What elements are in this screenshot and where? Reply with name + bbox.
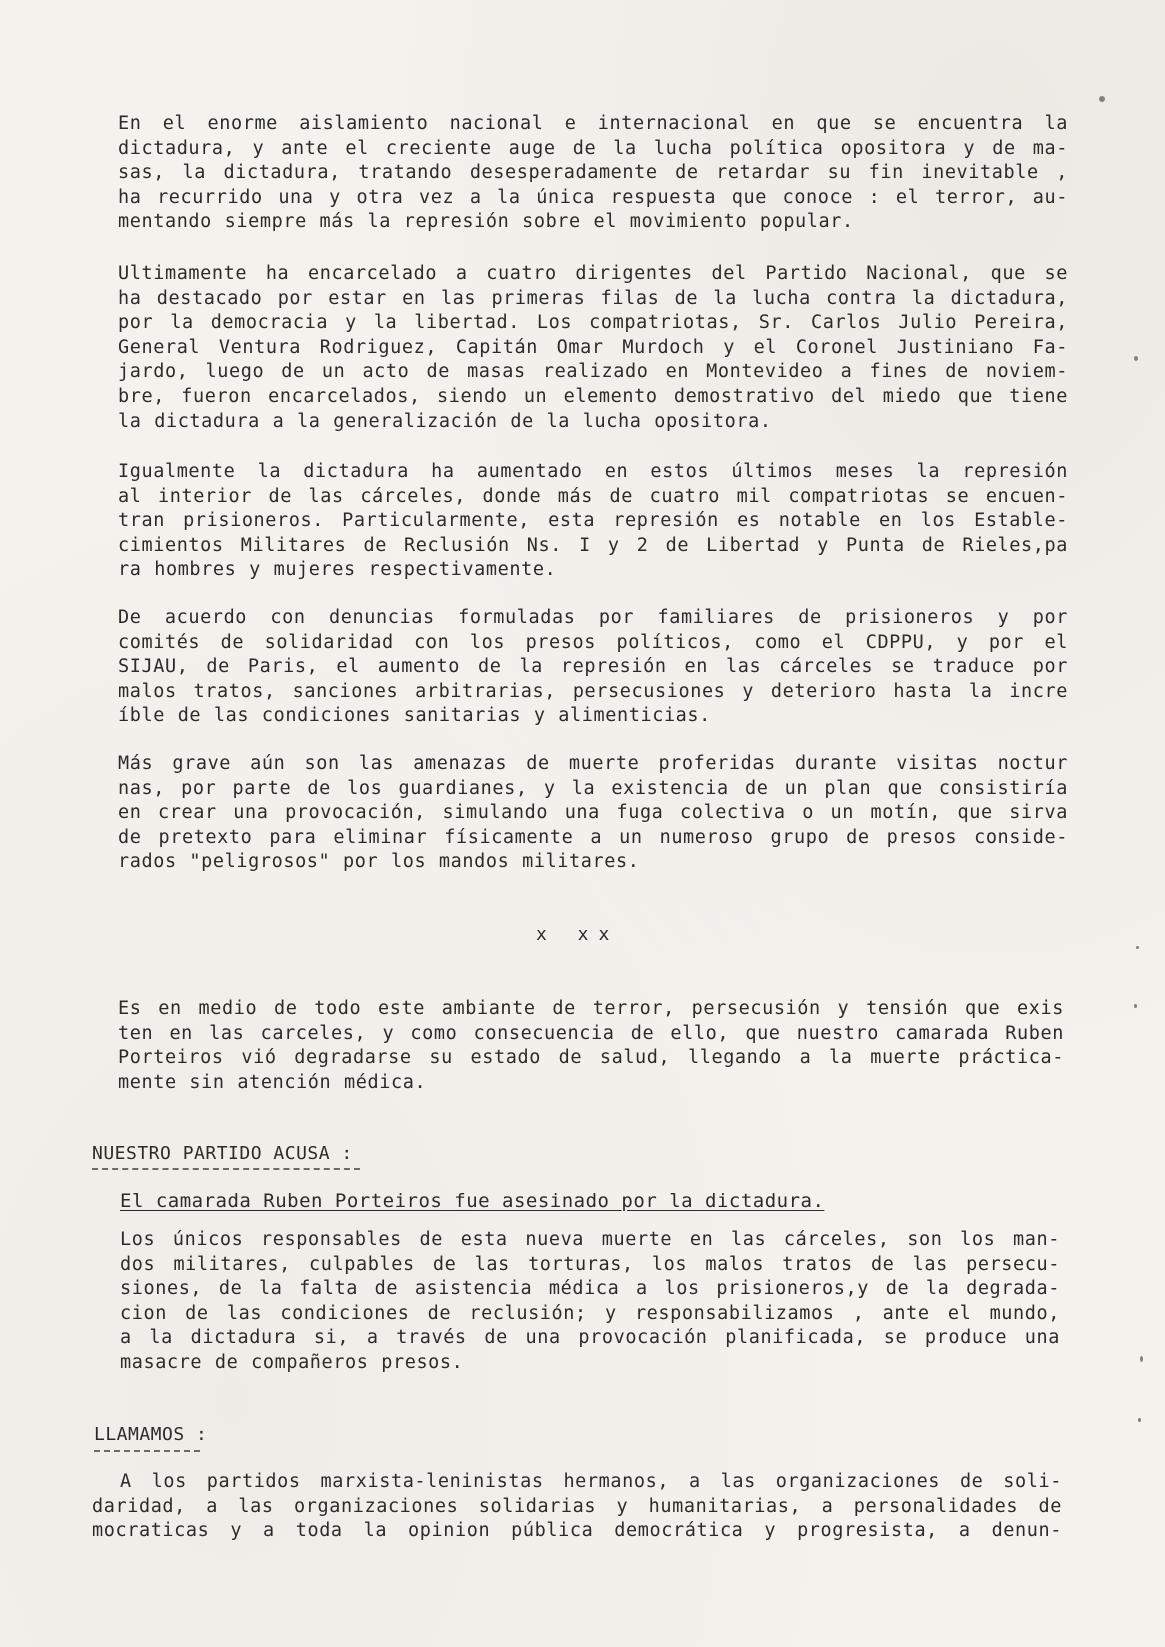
- text-line: siones, de la falta de asistencia médica a los prisioneros,y de la degrada-: [120, 1278, 1060, 1300]
- text-line: Los únicos responsables de esta nueva muerte en las cárceles, son los man-: [120, 1229, 1060, 1250]
- paragraph-6: [118, 997, 1064, 1095]
- text-line: dictadura, y ante el creciente auge de la lucha política opositora y de ma-: [118, 137, 1068, 159]
- text-line: mentando siempre más la represión sobre el movimiento popular.: [118, 211, 854, 233]
- text-line: jardo, luego de un acto de masas realizado en Montevideo a fines de noviem-: [118, 361, 1068, 383]
- text-line: rados "peligrosos" por los mandos militares.: [118, 851, 640, 873]
- text-line: ra hombres y mujeres respectivamente.: [118, 559, 557, 581]
- paragraph-2: [118, 262, 1068, 434]
- text-line: comités de solidaridad con los presos políticos, como el CDPPU, y por el: [118, 631, 1068, 653]
- text-line: malos tratos, sanciones arbitrarias, persecusiones y deterioro hasta la incre: [118, 680, 1068, 702]
- text-line: Igualmente la dictadura ha aumentado en estos últimos meses la represión: [118, 461, 1068, 482]
- text-line: la dictadura a la generalización de la lucha opositora.: [118, 410, 772, 432]
- paragraph-8: [92, 1470, 1062, 1544]
- paragraph-5: [118, 752, 1068, 875]
- text-line: cimientos Militares de Reclusión Ns. I y 2 de Libertad y Punta de Rieles,pa: [118, 534, 1068, 556]
- text-line: Es en medio de todo este ambiante de terror, persecusión y tensión que exis: [118, 998, 1064, 1019]
- text-line: a la dictadura si, a través de una provocación planificada, se produce una: [120, 1327, 1060, 1349]
- text-line: sas, la dictadura, tratando desesperadamente de retardar su fin inevitable ,: [118, 162, 1068, 184]
- paper-speck: [1138, 1418, 1141, 1422]
- paragraph-4: [118, 606, 1068, 729]
- text-line: dos militares, culpables de las torturas, los malos tratos de las persecu-: [120, 1253, 1060, 1275]
- text-line: General Ventura Rodriguez, Capitán Omar Murdoch y el Coronel Justiniano Fa-: [118, 336, 1068, 358]
- section-heading-acusa: NUESTRO PARTIDO ACUSA :: [92, 1143, 353, 1164]
- heading-underline: [94, 1450, 200, 1452]
- text-line: ha destacado por estar en las primeras filas de la lucha contra la dictadura,: [118, 287, 1068, 309]
- text-line: mente sin atención médica.: [118, 1071, 427, 1093]
- text-line: ha recurrido una y otra vez a la única respuesta que conoce : el terror, au-: [118, 186, 1068, 208]
- text-line: De acuerdo con denuncias formuladas por familiares de prisioneros y por: [118, 607, 1068, 628]
- text-line: ten en las carceles, y como consecuencia de ello, que nuestro camarada Ruben: [118, 1022, 1064, 1044]
- paper-speck: [1099, 96, 1105, 102]
- text-line: por la democracia y la libertad. Los compatriotas, Sr. Carlos Julio Pereira,: [118, 312, 1068, 334]
- text-line: nas, por parte de los guardianes, y la existencia de un plan que consistiría: [118, 777, 1068, 799]
- paper-speck: [1134, 1004, 1137, 1008]
- text-line: A los partidos marxista-leninistas hermanos, a las organizaciones de soli-: [120, 1471, 1062, 1492]
- heading-underline: [92, 1168, 360, 1170]
- section-heading-llamamos: LLAMAMOS :: [94, 1424, 208, 1445]
- text-line: Ultimamente ha encarcelado a cuatro dirigentes del Partido Nacional, que se: [118, 263, 1068, 284]
- text-line: daridad, a las organizaciones solidarias y humanitarias, a personalidades de: [92, 1495, 1062, 1517]
- text-line: íble de las condiciones sanitarias y alimenticias.: [118, 705, 711, 727]
- text-line: SIJAU, de Paris, el aumento de la represión en las cárceles se traduce por: [118, 656, 1068, 678]
- text-line: masacre de compañeros presos.: [120, 1351, 464, 1373]
- text-line: mocraticas y a toda la opinion pública democrática y progresista, a denun-: [92, 1520, 1062, 1542]
- section-subheading: El camarada Ruben Porteiros fue asesinado por la dictadura.: [120, 1190, 825, 1212]
- text-line: bre, fueron encarcelados, siendo un elemento demostrativo del miedo que tiene: [118, 385, 1068, 407]
- text-line: al interior de las cárceles, donde más de cuatro mil compatriotas se encuen-: [118, 485, 1068, 507]
- paper-speck: [1134, 356, 1138, 361]
- text-line: Más grave aún son las amenazas de muerte proferidas durante visitas noctur: [118, 753, 1068, 774]
- text-line: cion de las condiciones de reclusión; y responsabilizamos , ante el mundo,: [120, 1302, 1060, 1324]
- text-line: en crear una provocación, simulando una fuga colectiva o un motín, que sirva: [118, 802, 1068, 824]
- text-line: tran prisioneros. Particularmente, esta represión es notable en los Estable-: [118, 510, 1068, 532]
- text-line: de pretexto para eliminar físicamente a un numeroso grupo de presos conside-: [118, 826, 1068, 848]
- paragraph-1: [118, 112, 1068, 235]
- text-line: En el enorme aislamiento nacional e internacional en que se encuentra la: [118, 113, 1068, 134]
- paper-speck: [1136, 946, 1139, 949]
- paragraph-7: [120, 1228, 1060, 1376]
- section-separator: x xx: [536, 924, 620, 945]
- text-line: Porteiros vió degradarse su estado de salud, llegando a la muerte práctica-: [118, 1047, 1064, 1069]
- paper-speck: [1140, 1356, 1143, 1362]
- paragraph-3: [118, 460, 1068, 583]
